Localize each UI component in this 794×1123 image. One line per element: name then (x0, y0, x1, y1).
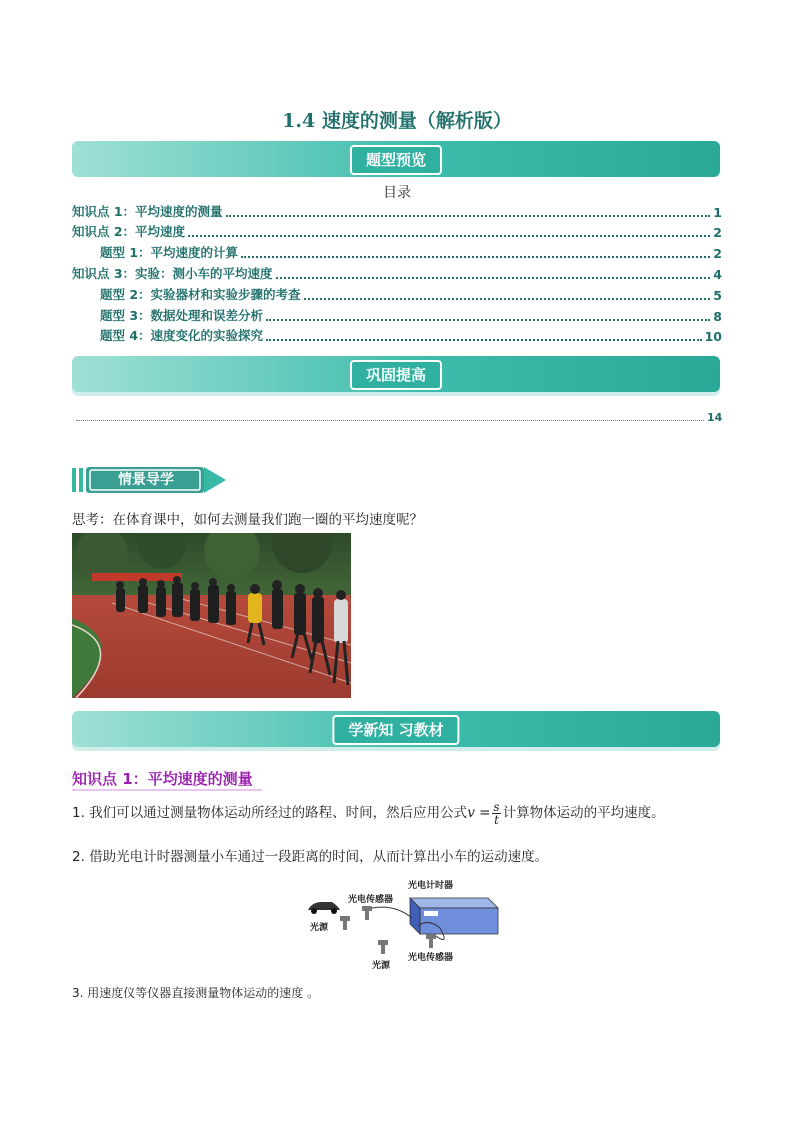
toc-row-knowledge-2[interactable] (72, 222, 722, 240)
consolidate-section-label: 巩固提高 (350, 360, 442, 390)
toc-row-page: 2 (713, 225, 722, 240)
source-label-bottom: 光源 (372, 961, 391, 971)
toc-row-label: 知识点 2：平均速度 (72, 224, 186, 239)
sensor-label-bottom: 光电传感器 (408, 953, 454, 963)
item-number: 1. (72, 805, 85, 821)
item-number: 3. (72, 986, 84, 1000)
toc-leader-dots (266, 338, 702, 341)
toc-row-label: 知识点 3：实验：测小车的平均速度 (72, 266, 273, 281)
toc-heading: 目录 (383, 185, 411, 201)
toc-leader-dots (276, 276, 711, 279)
scene-tag-label: 情景导学 (118, 472, 174, 488)
toc-row-page: 10 (704, 329, 722, 344)
toc-leader-dots (241, 255, 710, 258)
formula-numerator: s (493, 799, 500, 814)
toc-row-type-1[interactable] (72, 243, 722, 261)
toc-leader-dots (266, 318, 710, 321)
running-track-photo (72, 533, 351, 698)
toc-row-label: 题型 4：速度变化的实验探究 (100, 328, 264, 343)
toc-extra-dotted-line (76, 420, 704, 421)
source-label-left: 光源 (310, 923, 329, 933)
toc-row-page: 1 (713, 205, 722, 220)
sensor-label-top: 光电传感器 (348, 895, 394, 905)
toc-row-page: 8 (713, 309, 722, 324)
preview-section-band (72, 141, 720, 177)
learn-section-band (72, 711, 720, 747)
photoelectric-timer-diagram (300, 876, 500, 972)
toc-row-knowledge-3[interactable] (72, 264, 722, 282)
toc-row-page: 2 (713, 246, 722, 261)
knowledge-item-2 (72, 845, 548, 865)
toc-row-page: 4 (713, 267, 722, 282)
consolidate-section-band (72, 356, 720, 392)
timer-label: 光电计时器 (408, 881, 454, 891)
toc-extra-page: 14 (707, 411, 723, 424)
toc-row-label: 题型 3：数据处理和误差分析 (100, 308, 264, 323)
toc-row-label: 题型 2：实验器材和实验步骤的考查 (100, 287, 301, 302)
toc-row-type-4[interactable] (72, 326, 722, 344)
toc-row-label: 知识点 1：平均速度的测量 (72, 204, 223, 219)
toc-row-type-3[interactable] (72, 306, 722, 324)
item-3-text: 用速度仪等仪器直接测量物体运动的速度 。 (87, 986, 320, 1000)
toc-leader-dots (304, 297, 711, 300)
toc-row-type-2[interactable] (72, 285, 722, 303)
item-number: 2. (72, 849, 85, 865)
toc-row-knowledge-1[interactable] (72, 202, 722, 220)
toc-row-page: 5 (713, 288, 722, 303)
knowledge-point-1-title: 知识点 1：平均速度的测量 (72, 770, 253, 788)
item-1-text-before: 我们可以通过测量物体运动所经过的路程、时间，然后应用公式 (89, 805, 468, 821)
item-2-text: 借助光电计时器测量小车通过一段距离的时间，从而计算出小车的运动速度。 (89, 849, 549, 865)
item-1-text-after: 计算物体运动的平均速度。 (502, 805, 665, 821)
formula-fraction (492, 801, 500, 826)
knowledge-point-1-underline (72, 789, 262, 791)
knowledge-item-1 (72, 800, 732, 826)
preview-section-label: 题型预览 (350, 145, 442, 175)
document-title: 1.4 速度的测量（解析版） (282, 110, 512, 132)
knowledge-item-3 (72, 984, 319, 1001)
toc-row-label: 题型 1：平均速度的计算 (100, 245, 239, 260)
toc-leader-dots (188, 234, 710, 237)
learn-section-label: 学新知 习教材 (332, 715, 459, 745)
toc-leader-dots (226, 214, 711, 217)
formula-denominator: t (494, 812, 499, 827)
scene-question: 思考：在体育课中，如何去测量我们跑一圈的平均速度呢？ (72, 512, 423, 528)
formula-lhs: v = (467, 805, 491, 821)
